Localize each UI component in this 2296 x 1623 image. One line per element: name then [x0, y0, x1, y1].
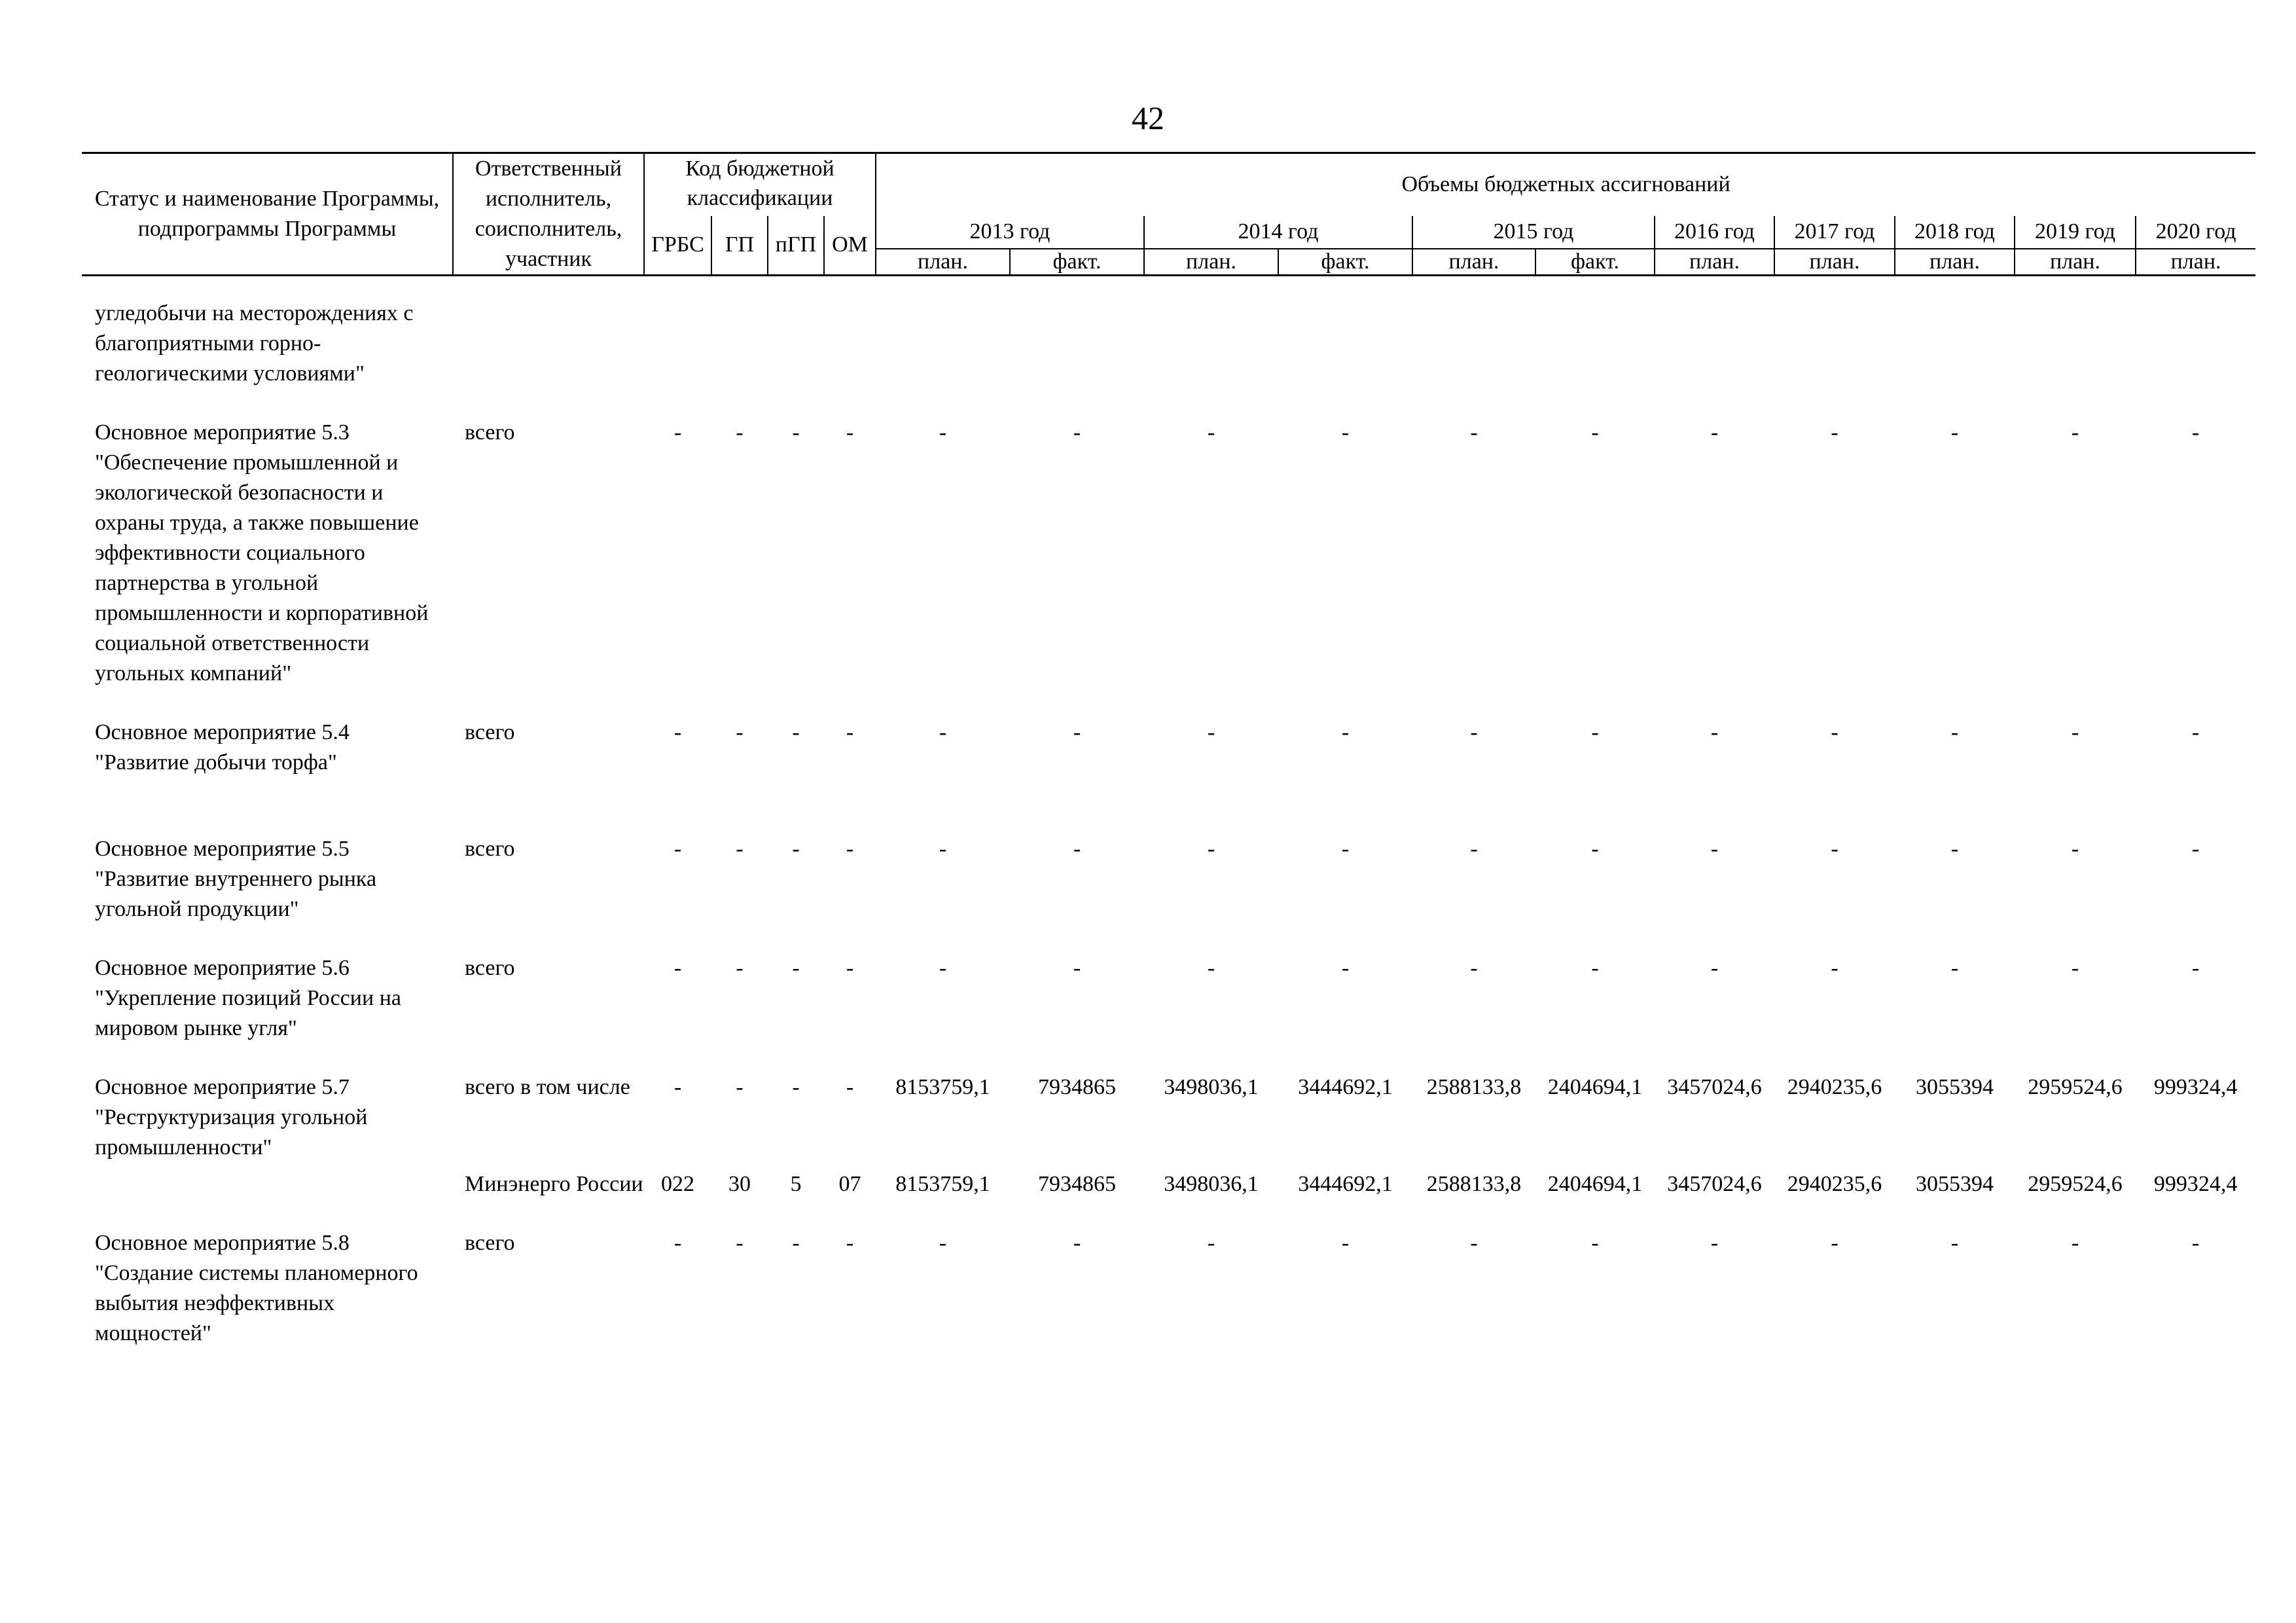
- table-row: [82, 718, 2255, 834]
- row-value-2018-plan: -: [1950, 420, 1959, 445]
- row-code-pgp: -: [792, 956, 800, 980]
- row-responsible: всего: [465, 720, 515, 744]
- header-volumes: [876, 153, 2255, 216]
- row-value-2014-plan: -: [1207, 1231, 1215, 1255]
- row-value-2020-plan: 999324,4: [2153, 1172, 2238, 1196]
- row-value-2017-plan: [1774, 299, 1895, 418]
- header-responsible-label: Ответственный исполнитель, соисполнитель, участник: [475, 156, 622, 271]
- row-code-om: [824, 299, 876, 418]
- row-value-2017-plan: -: [1831, 720, 1839, 744]
- row-value-2014-fact: -: [1341, 1231, 1350, 1255]
- row-value-2015-fact: -: [1591, 956, 1599, 980]
- row-value-2016-plan: [1655, 299, 1774, 418]
- row-responsible: всего: [465, 1231, 515, 1255]
- row-value-2014-plan: [1144, 299, 1278, 418]
- row-name: Основное мероприятие 5.4 "Развитие добычи торфа": [95, 720, 350, 775]
- row-responsible: всего: [465, 420, 515, 445]
- table-row: [82, 834, 2255, 953]
- row-code-gp: [711, 299, 768, 418]
- header-plan-2015: план.: [1412, 249, 1535, 276]
- row-value-2016-plan: 3457024,6: [1667, 1172, 1762, 1196]
- row-value-2013-plan: 8153759,1: [895, 1075, 990, 1099]
- row-value-2016-plan: 3457024,6: [1667, 1075, 1762, 1099]
- table-row: [82, 1228, 2255, 1349]
- row-value-2013-plan: [876, 299, 1010, 418]
- row-code-gp: -: [736, 1231, 744, 1255]
- table-header: [82, 153, 2255, 276]
- row-code-om: -: [846, 1231, 854, 1255]
- row-code-om: 07: [838, 1172, 861, 1196]
- row-code-pgp: -: [792, 837, 800, 861]
- header-budget-code-label: Код бюджетной классификации: [685, 156, 834, 210]
- row-value-2013-fact: -: [1073, 720, 1081, 744]
- row-value-2019-plan: -: [2071, 420, 2079, 445]
- row-responsible: [453, 299, 644, 418]
- row-value-2019-plan: -: [2071, 837, 2079, 861]
- row-responsible: всего: [465, 956, 515, 980]
- row-code-grbs: -: [673, 956, 682, 980]
- header-name: [82, 153, 453, 276]
- row-code-om: -: [846, 956, 854, 980]
- row-value-2016-plan: -: [1710, 720, 1719, 744]
- row-value-2015-fact: -: [1591, 1231, 1599, 1255]
- row-code-grbs: -: [673, 720, 682, 744]
- row-value-2014-plan: -: [1207, 420, 1215, 445]
- row-value-2015-fact: 2404694,1: [1547, 1075, 1643, 1099]
- header-fact-2014: факт.: [1278, 249, 1412, 276]
- row-value-2016-plan: -: [1710, 420, 1719, 445]
- row-code-grbs: -: [673, 420, 682, 445]
- header-code-grbs: ГРБС: [644, 216, 711, 276]
- row-code-om: -: [846, 720, 854, 744]
- row-value-2019-plan: 2959524,6: [2028, 1075, 2123, 1099]
- row-value-2019-plan: -: [2071, 956, 2079, 980]
- row-value-2013-plan: -: [939, 720, 947, 744]
- row-value-2018-plan: -: [1950, 720, 1959, 744]
- row-value-2015-plan: 2588133,8: [1426, 1172, 1522, 1196]
- row-value-2013-plan: -: [939, 837, 947, 861]
- header-responsible: [453, 153, 644, 276]
- row-code-gp: -: [736, 956, 744, 980]
- header-plan-2014: план.: [1144, 249, 1278, 276]
- row-value-2014-fact: -: [1341, 956, 1350, 980]
- row-code-om: -: [846, 1075, 854, 1099]
- table-row: [82, 1072, 2255, 1169]
- row-value-2015-fact: [1535, 299, 1655, 418]
- table-row: [82, 1169, 2255, 1228]
- header-code-om: ОМ: [824, 216, 876, 276]
- row-value-2019-plan: 2959524,6: [2028, 1172, 2123, 1196]
- row-value-2014-plan: -: [1207, 956, 1215, 980]
- row-value-2014-fact: -: [1341, 420, 1350, 445]
- row-value-2013-fact: [1010, 299, 1144, 418]
- row-name: Основное мероприятие 5.7 "Реструктуризация угольной промышленности": [95, 1075, 368, 1159]
- row-value-2020-plan: [2136, 299, 2255, 418]
- row-code-gp: -: [736, 720, 744, 744]
- row-name: Основное мероприятие 5.8 "Создание системы планомерного выбытия неэффективных мощностей": [95, 1231, 418, 1345]
- row-code-gp: -: [736, 837, 744, 861]
- row-value-2015-plan: -: [1470, 956, 1478, 980]
- row-code-grbs: -: [673, 1075, 682, 1099]
- header-year-2014: 2014 год: [1144, 216, 1412, 249]
- row-value-2016-plan: -: [1710, 837, 1719, 861]
- row-value-2017-plan: 2940235,6: [1787, 1075, 1882, 1099]
- table-body: [82, 276, 2255, 1349]
- row-value-2020-plan: -: [2191, 1231, 2200, 1255]
- row-code-grbs: [644, 299, 711, 418]
- header-volumes-label: Объемы бюджетных ассигнований: [1401, 172, 1731, 197]
- row-value-2014-fact: -: [1341, 837, 1350, 861]
- row-value-2017-plan: 2940235,6: [1787, 1172, 1882, 1196]
- header-name-label: Статус и наименование Программы, подпрограммы Программы: [94, 187, 440, 241]
- header-year-2013: 2013 год: [876, 216, 1144, 249]
- row-value-2013-fact: -: [1073, 420, 1081, 445]
- row-value-2017-plan: -: [1831, 837, 1839, 861]
- row-value-2013-fact: -: [1073, 837, 1081, 861]
- row-code-grbs: -: [673, 1231, 682, 1255]
- row-value-2013-fact: -: [1073, 956, 1081, 980]
- header-year-2015: 2015 год: [1412, 216, 1655, 249]
- row-code-pgp: -: [792, 1075, 800, 1099]
- header-plan-2018: план.: [1895, 249, 2015, 276]
- row-code-om: -: [846, 420, 854, 445]
- header-fact-2015: факт.: [1535, 249, 1655, 276]
- row-value-2020-plan: -: [2191, 720, 2200, 744]
- row-code-pgp: [768, 299, 824, 418]
- row-value-2019-plan: -: [2071, 720, 2079, 744]
- row-value-2020-plan: -: [2191, 420, 2200, 445]
- row-value-2018-plan: [1895, 299, 2015, 418]
- row-value-2015-fact: 2404694,1: [1547, 1172, 1643, 1196]
- row-code-om: -: [846, 837, 854, 861]
- row-value-2020-plan: -: [2191, 956, 2200, 980]
- row-code-grbs: 022: [661, 1172, 694, 1196]
- row-value-2018-plan: 3055394: [1916, 1172, 1994, 1196]
- row-value-2013-plan: -: [939, 420, 947, 445]
- row-value-2013-plan: -: [939, 956, 947, 980]
- row-name: Основное мероприятие 5.3 "Обеспечение промышленной и экологической безопасности и охраны труда, а также повышение эффективности социального партнерства в угольной промышленности и корпоративной социальной ответственности угольных компаний": [95, 420, 429, 685]
- header-plan-2013: план.: [876, 249, 1010, 276]
- row-code-gp: 30: [728, 1172, 751, 1196]
- row-value-2015-fact: -: [1591, 420, 1599, 445]
- row-name: Основное мероприятие 5.5 "Развитие внутреннего рынка угольной продукции": [95, 837, 377, 921]
- table-row: [82, 953, 2255, 1072]
- header-fact-2013: факт.: [1010, 249, 1144, 276]
- row-value-2019-plan: -: [2071, 1231, 2079, 1255]
- row-value-2014-fact: -: [1341, 720, 1350, 744]
- row-value-2014-fact: 3444692,1: [1298, 1172, 1393, 1196]
- row-value-2019-plan: [2015, 299, 2136, 418]
- row-value-2014-fact: 3444692,1: [1298, 1075, 1393, 1099]
- budget-table: [82, 152, 2255, 1349]
- row-value-2018-plan: -: [1950, 956, 1959, 980]
- header-year-2017: 2017 год: [1774, 216, 1895, 249]
- row-code-gp: -: [736, 1075, 744, 1099]
- row-value-2015-plan: -: [1470, 420, 1478, 445]
- row-value-2018-plan: -: [1950, 837, 1959, 861]
- header-year-2016: 2016 год: [1655, 216, 1774, 249]
- header-year-2020: 2020 год: [2136, 216, 2255, 249]
- row-value-2020-plan: -: [2191, 837, 2200, 861]
- row-name: угледобычи на месторождениях с благоприятными горно-геологическими условиями": [95, 301, 414, 386]
- row-responsible: всего в том числе: [465, 1075, 630, 1099]
- row-value-2013-fact: 7934865: [1038, 1075, 1117, 1099]
- header-plan-2017: план.: [1774, 249, 1895, 276]
- row-responsible: Минэнерго России: [465, 1172, 643, 1196]
- header-plan-2020: план.: [2136, 249, 2255, 276]
- row-value-2014-plan: 3498036,1: [1164, 1172, 1259, 1196]
- row-value-2015-fact: -: [1591, 720, 1599, 744]
- header-code-gp: ГП: [711, 216, 768, 276]
- row-code-grbs: -: [673, 837, 682, 861]
- row-value-2017-plan: -: [1831, 956, 1839, 980]
- row-value-2020-plan: 999324,4: [2153, 1075, 2238, 1099]
- header-plan-2016: план.: [1655, 249, 1774, 276]
- row-name: [82, 1169, 453, 1228]
- row-responsible: всего: [465, 837, 515, 861]
- table-row: [82, 299, 2255, 418]
- header-budget-code: [644, 153, 876, 216]
- row-value-2013-fact: -: [1073, 1231, 1081, 1255]
- header-plan-2019: план.: [2015, 249, 2136, 276]
- spacer-row: [82, 276, 2255, 299]
- row-value-2015-plan: -: [1470, 837, 1478, 861]
- table-row: [82, 418, 2255, 718]
- row-value-2015-plan: -: [1470, 720, 1478, 744]
- row-value-2015-fact: -: [1591, 837, 1599, 861]
- row-value-2018-plan: -: [1950, 1231, 1959, 1255]
- row-value-2017-plan: -: [1831, 1231, 1839, 1255]
- header-code-pgp: пГП: [768, 216, 824, 276]
- row-value-2017-plan: -: [1831, 420, 1839, 445]
- row-code-pgp: -: [792, 1231, 800, 1255]
- row-value-2015-plan: -: [1470, 1231, 1478, 1255]
- header-year-2019: 2019 год: [2015, 216, 2136, 249]
- row-name: Основное мероприятие 5.6 "Укрепление позиций России на мировом рынке угля": [95, 956, 401, 1040]
- header-year-2018: 2018 год: [1895, 216, 2015, 249]
- row-value-2015-plan: 2588133,8: [1426, 1075, 1522, 1099]
- row-value-2013-fact: 7934865: [1038, 1172, 1117, 1196]
- row-value-2014-plan: -: [1207, 837, 1215, 861]
- page-number: 42: [1132, 100, 1164, 136]
- row-value-2014-plan: -: [1207, 720, 1215, 744]
- row-code-gp: -: [736, 420, 744, 445]
- row-code-pgp: -: [792, 720, 800, 744]
- row-value-2018-plan: 3055394: [1916, 1075, 1994, 1099]
- row-value-2013-plan: -: [939, 1231, 947, 1255]
- row-code-pgp: 5: [790, 1172, 802, 1196]
- row-value-2013-plan: 8153759,1: [895, 1172, 990, 1196]
- row-value-2016-plan: -: [1710, 956, 1719, 980]
- row-value-2014-plan: 3498036,1: [1164, 1075, 1259, 1099]
- row-value-2014-fact: [1278, 299, 1412, 418]
- row-code-pgp: -: [792, 420, 800, 445]
- row-value-2016-plan: -: [1710, 1231, 1719, 1255]
- row-value-2015-plan: [1412, 299, 1535, 418]
